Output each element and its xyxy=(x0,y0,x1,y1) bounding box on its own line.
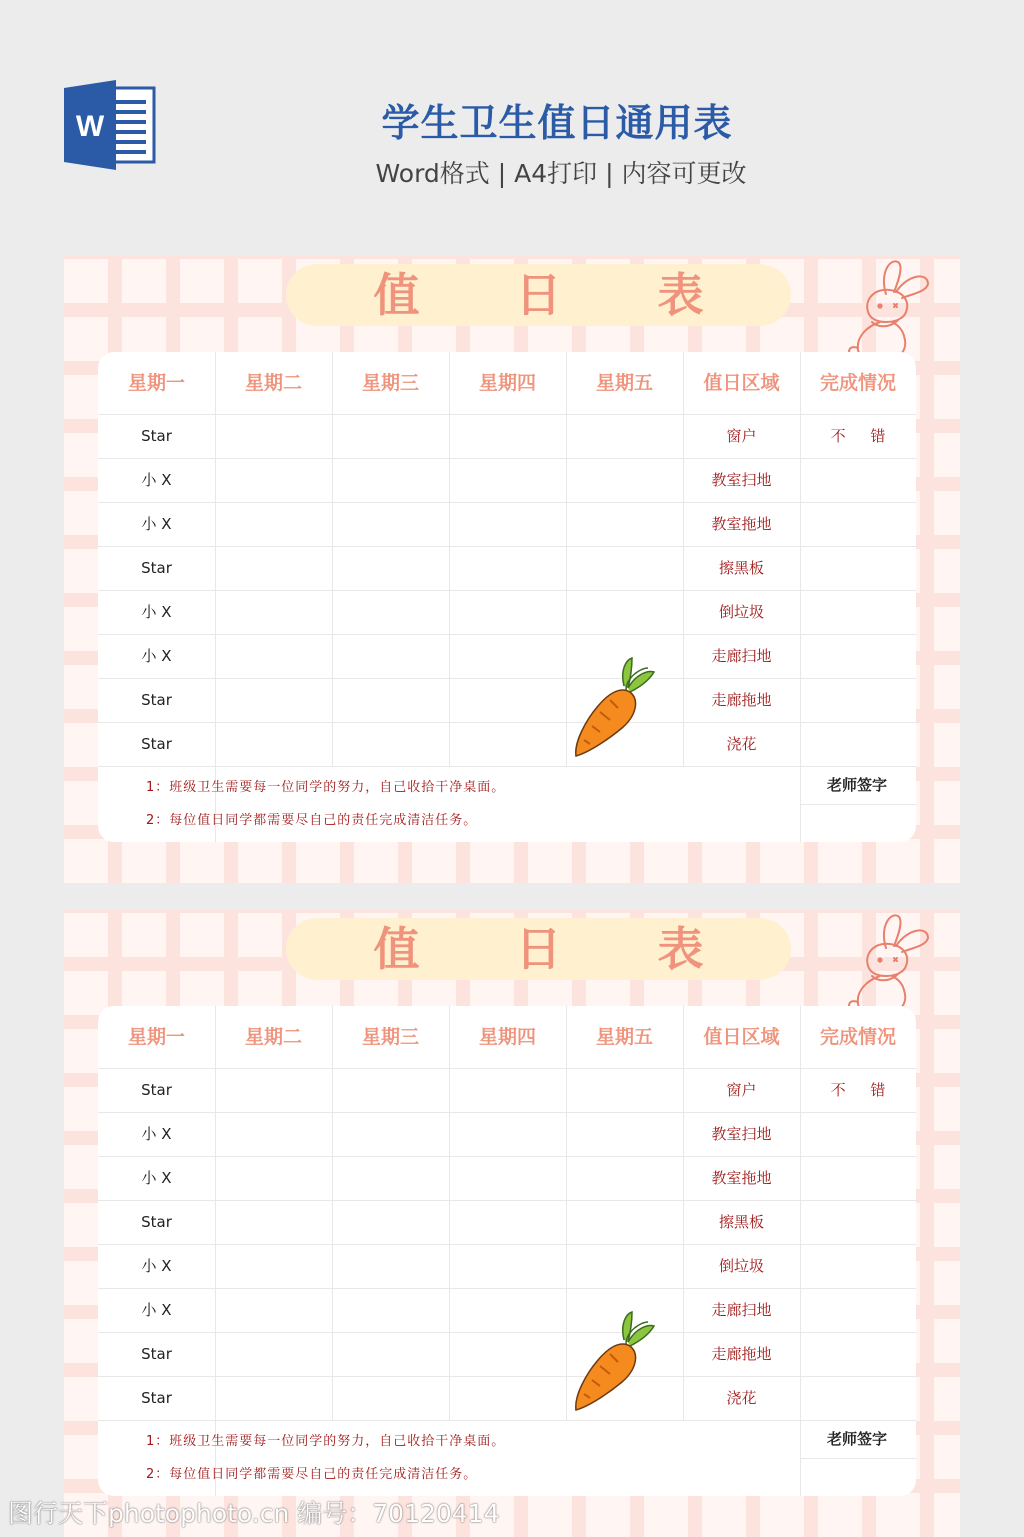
header-tuesday: 星期二 xyxy=(244,372,302,394)
header-status: 完成情况 xyxy=(819,372,896,394)
cell-monday: Star xyxy=(141,1389,172,1407)
cell-monday: 小 X xyxy=(141,1301,172,1319)
header-area: 值日区域 xyxy=(703,1026,780,1048)
rabbit-icon xyxy=(824,910,944,1018)
cell-area: 擦黑板 xyxy=(718,559,764,577)
cell-monday: Star xyxy=(141,1081,172,1099)
carrot-icon xyxy=(570,656,656,758)
note-line-2: 2：每位值日同学都需要尽自己的责任完成清洁任务。 xyxy=(146,1467,478,1482)
cell-area: 教室拖地 xyxy=(711,515,772,533)
cell-monday: Star xyxy=(141,427,172,445)
cell-area: 教室拖地 xyxy=(711,1169,772,1187)
watermark: 图行天下photophoto.cn 编号：70120414 xyxy=(8,1499,500,1528)
note-line-2: 2：每位值日同学都需要尽自己的责任完成清洁任务。 xyxy=(146,813,478,828)
cell-area: 窗户 xyxy=(726,427,757,445)
cell-monday: Star xyxy=(141,691,172,709)
carrot-icon xyxy=(570,1310,656,1412)
cell-area: 走廊拖地 xyxy=(711,1345,772,1363)
cell-monday: 小 X xyxy=(141,1257,172,1275)
teacher-signature-label: 老师签字 xyxy=(826,1430,887,1448)
teacher-signature-label: 老师签字 xyxy=(826,776,887,794)
cell-monday: Star xyxy=(141,1213,172,1231)
note-line-1: 1：班级卫生需要每一位同学的努力，自己收拾干净桌面。 xyxy=(146,780,506,795)
header-monday: 星期一 xyxy=(127,372,185,394)
header-monday: 星期一 xyxy=(127,1026,185,1048)
header-friday: 星期五 xyxy=(595,1026,653,1048)
cell-monday: 小 X xyxy=(141,1125,172,1143)
header-wednesday: 星期三 xyxy=(361,1026,419,1048)
rabbit-icon xyxy=(824,256,944,364)
svg-text:W: W xyxy=(75,110,105,143)
header-area: 值日区域 xyxy=(703,372,780,394)
page-title: 学生卫生值日通用表 xyxy=(381,101,733,145)
duty-table xyxy=(98,352,916,842)
cell-area: 教室扫地 xyxy=(711,1125,772,1143)
note-line-1: 1：班级卫生需要每一位同学的努力，自己收拾干净桌面。 xyxy=(146,1434,506,1449)
header-thursday: 星期四 xyxy=(478,1026,536,1048)
cell-monday: 小 X xyxy=(141,603,172,621)
duty-sheet-1 xyxy=(64,256,960,883)
header-wednesday: 星期三 xyxy=(361,372,419,394)
cell-monday: 小 X xyxy=(141,1169,172,1187)
duty-sheet-2 xyxy=(64,910,960,1537)
header-tuesday: 星期二 xyxy=(244,1026,302,1048)
cell-area: 走廊扫地 xyxy=(711,647,772,665)
cell-area: 窗户 xyxy=(726,1081,757,1099)
duty-table xyxy=(98,1006,916,1496)
cell-area: 倒垃圾 xyxy=(718,1257,764,1275)
cell-monday: Star xyxy=(141,559,172,577)
cell-area: 浇花 xyxy=(726,735,757,753)
header-status: 完成情况 xyxy=(819,1026,896,1048)
cell-area: 倒垃圾 xyxy=(718,603,764,621)
cell-monday: Star xyxy=(141,735,172,753)
cell-area: 教室扫地 xyxy=(711,471,772,489)
cell-status: 不 错 xyxy=(830,427,896,445)
sheet-title: 值 日 表 xyxy=(373,268,744,322)
header-thursday: 星期四 xyxy=(478,372,536,394)
sheet-title: 值 日 表 xyxy=(373,922,744,976)
cell-status: 不 错 xyxy=(830,1081,896,1099)
cell-monday: 小 X xyxy=(141,471,172,489)
cell-monday: 小 X xyxy=(141,515,172,533)
header-friday: 星期五 xyxy=(595,372,653,394)
cell-area: 擦黑板 xyxy=(718,1213,764,1231)
cell-area: 走廊扫地 xyxy=(711,1301,772,1319)
cell-area: 浇花 xyxy=(726,1389,757,1407)
page-subtitle: Word格式 | A4打印 | 内容可更改 xyxy=(375,159,747,188)
cell-area: 走廊拖地 xyxy=(711,691,772,709)
cell-monday: Star xyxy=(141,1345,172,1363)
cell-monday: 小 X xyxy=(141,647,172,665)
